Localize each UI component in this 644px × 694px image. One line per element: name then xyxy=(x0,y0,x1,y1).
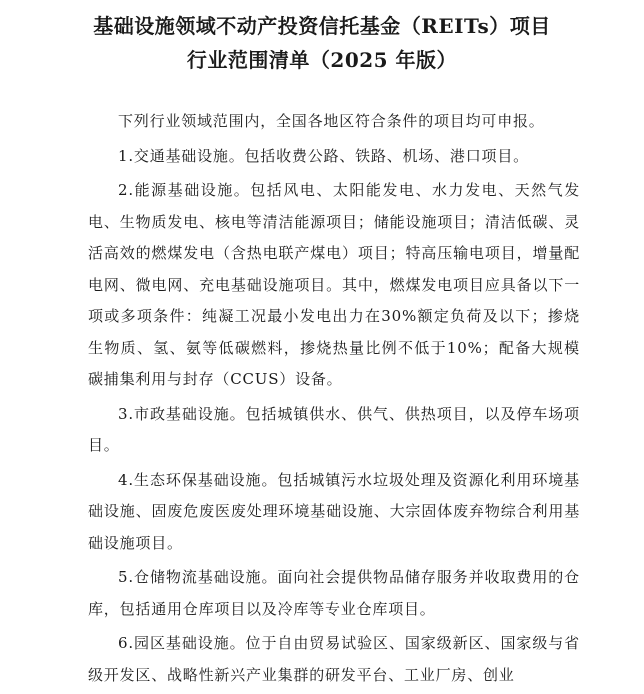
item-transport-paragraph: 1.交通基础设施。包括收费公路、铁路、机场、港口项目。 xyxy=(118,146,529,165)
item-industrial-park-paragraph: 6.园区基础设施。位于自由贸易试验区、国家级新区、国家级与省级开发区、战略性新兴产业集群的研发平台、工业厂房、创业 xyxy=(88,634,580,684)
document-body xyxy=(88,106,580,694)
document-title-line-1: 基础设施领域不动产投资信托基金（REITs）项目 xyxy=(93,14,551,38)
document-title-line-2: 行业范围清单（2025 年版） xyxy=(186,48,458,72)
item-warehouse-logistics-paragraph: 5.仓储物流基础设施。面向社会提供物品储存服务并收取费用的仓库，包括通用仓库项目以及冷库等专业仓库项目。 xyxy=(88,568,580,618)
item-municipal-paragraph: 3.市政基础设施。包括城镇供水、供气、供热项目，以及停车场项目。 xyxy=(88,404,580,454)
intro-paragraph: 下列行业领域范围内，全国各地区符合条件的项目均可申报。 xyxy=(118,112,545,130)
item-eco-environment-paragraph: 4.生态环保基础设施。包括城镇污水垃圾处理及资源化利用环境基础设施、固废危废医废处理环境基础设施、大宗固体废弃物综合利用基础设施项目。 xyxy=(88,470,580,552)
item-energy-paragraph: 2.能源基础设施。包括风电、太阳能发电、水力发电、天然气发电、生物质发电、核电等清洁能源项目；储能设施项目；清洁低碳、灵活高效的燃煤发电（含热电联产煤电）项目；特高压输电项目，增量配电网、微电网、充电基础设施项目。其中，燃煤发电项目应具备以下一项或多项条件：纯凝工况最小发电出力在30%额定负荷及以下；掺烧生物质、氢、氨等低碳燃料，掺烧热量比例不低于10%；配备大规模碳捕集利用与封存（CCUS）设备。 xyxy=(88,181,580,388)
